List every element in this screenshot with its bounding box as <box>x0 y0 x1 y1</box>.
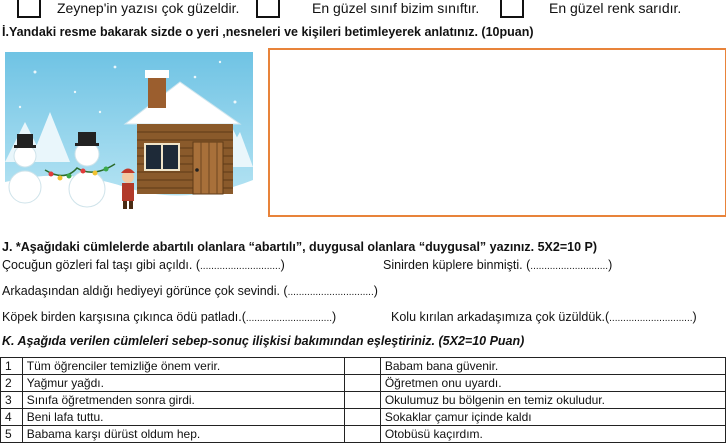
cause-cell: Sınıfa öğretmenden sonra girdi. <box>22 392 344 409</box>
match-answer-cell[interactable] <box>344 358 380 375</box>
effect-cell: Otobüsü kaçırdım. <box>380 426 725 443</box>
j-item-3-close: ) <box>373 284 378 298</box>
j-item-4-close: ) <box>332 310 337 324</box>
row-number: 5 <box>1 426 23 443</box>
j-item-1-text: Çocuğun gözleri fal taşı gibi açıldı. ( <box>2 258 201 272</box>
winter-cabin-picture <box>5 52 253 219</box>
table-row <box>1 392 726 409</box>
cause-cell: Beni lafa tuttu. <box>22 409 344 426</box>
table-row <box>1 426 726 443</box>
answer-checkbox-3[interactable] <box>500 0 524 18</box>
j-item-5-blank[interactable]: .............................. <box>609 313 693 324</box>
section-k-heading: K. Aşağıda verilen cümleleri sebep-sonuç ilişkisi bakımından eşleştiriniz. (5X2=10 Puan) <box>2 334 525 348</box>
j-item-2-text: Sinirden küplere binmişti. ( <box>383 258 531 272</box>
statement-2: En güzel sınıf bizim sınıftır. <box>312 0 480 16</box>
j-item-5-close: ) <box>692 310 697 324</box>
statement-3: En güzel renk sarıdır. <box>549 0 682 16</box>
j-item-3-text: Arkadaşından aldığı hediyeyi görünce çok sevindi. ( <box>2 284 288 298</box>
effect-cell: Öğretmen onu uyardı. <box>380 375 725 392</box>
j-item-1-close: ) <box>280 258 285 272</box>
j-item-2-close: ) <box>608 258 613 272</box>
table-row <box>1 358 726 375</box>
j-item-1 <box>2 258 285 272</box>
match-answer-cell[interactable] <box>344 375 380 392</box>
row-number: 1 <box>1 358 23 375</box>
j-item-5 <box>391 310 697 324</box>
section-i-heading: İ.Yandaki resme bakarak sizde o yeri ,nesneleri ve kişileri betimleyerek anlatınız. (10puan) <box>2 25 534 39</box>
cause-cell: Babama karşı dürüst oldum hep. <box>22 426 344 443</box>
table-row <box>1 409 726 426</box>
effect-cell: Sokaklar çamur içinde kaldı <box>380 409 725 426</box>
answer-checkbox-2[interactable] <box>256 0 280 18</box>
j-item-2 <box>383 258 612 272</box>
j-item-2-blank[interactable]: ............................ <box>530 261 609 272</box>
effect-cell: Okulumuz bu bölgenin en temiz okuludur. <box>380 392 725 409</box>
effect-cell: Babam bana güvenir. <box>380 358 725 375</box>
j-item-4-blank[interactable]: ............................... <box>245 313 333 324</box>
row-number: 2 <box>1 375 23 392</box>
row-number: 3 <box>1 392 23 409</box>
j-item-1-blank[interactable]: ............................. <box>200 261 281 272</box>
cause-cell: Tüm öğrenciler temizliğe önem verir. <box>22 358 344 375</box>
j-item-5-text: Kolu kırılan arkadaşımıza çok üzüldük.( <box>391 310 610 324</box>
j-item-4-text: Köpek birden karşısına çıkınca ödü patladı.( <box>2 310 246 324</box>
table-row <box>1 375 726 392</box>
j-item-4 <box>2 310 336 324</box>
description-answer-box[interactable] <box>268 48 726 217</box>
winter-scene-illustration <box>5 52 253 219</box>
row-number: 4 <box>1 409 23 426</box>
matching-table <box>0 357 726 443</box>
j-item-3-blank[interactable]: ............................... <box>287 287 374 298</box>
answer-checkbox-1[interactable] <box>17 0 41 18</box>
statement-1: Zeynep'in yazısı çok güzeldir. <box>57 0 240 16</box>
match-answer-cell[interactable] <box>344 392 380 409</box>
cause-cell: Yağmur yağdı. <box>22 375 344 392</box>
match-answer-cell[interactable] <box>344 409 380 426</box>
match-answer-cell[interactable] <box>344 426 380 443</box>
j-item-3 <box>2 284 378 298</box>
section-j-heading: J. *Aşağıdaki cümlelerde abartılı olanlara “abartılı”, duygusal olanlara “duygusal” yazınız. 5X2=10 P) <box>2 240 598 254</box>
